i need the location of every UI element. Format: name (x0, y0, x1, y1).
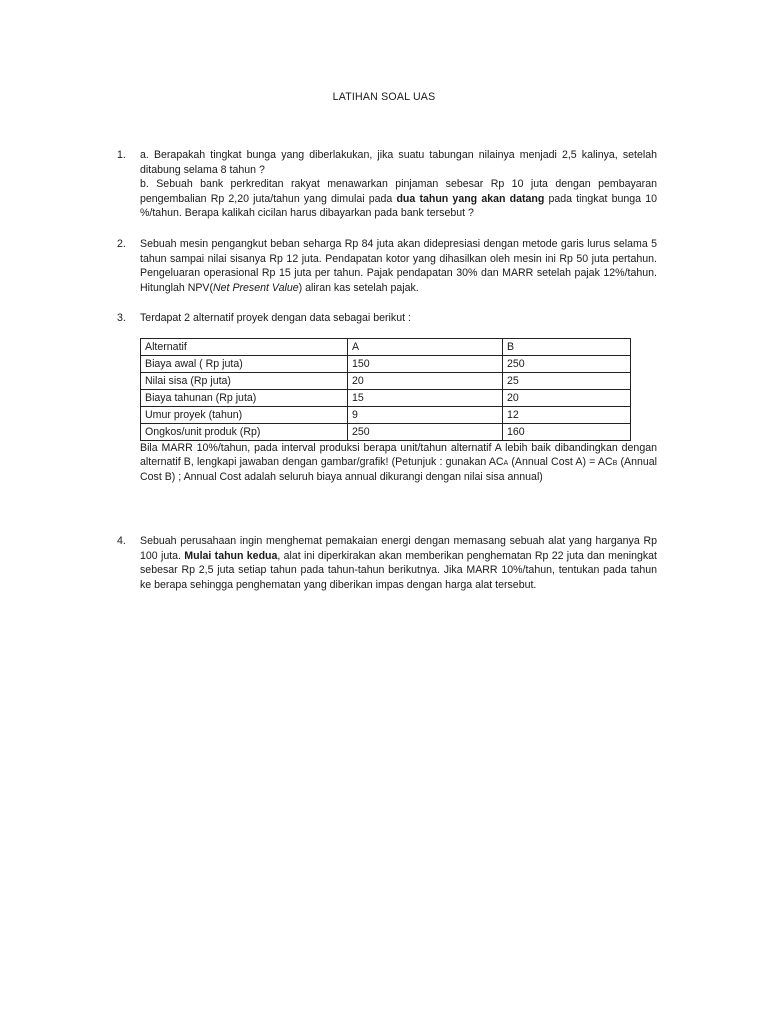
question-4 (117, 534, 657, 592)
table-cell: 15 (348, 389, 503, 406)
question-1b-text (140, 177, 657, 221)
table-cell: 150 (348, 355, 503, 372)
question-4-text (140, 534, 657, 592)
question-3-text-part2: (Annual Cost A) = AC (508, 456, 613, 468)
table-header-row (141, 338, 631, 355)
table-cell: 12 (503, 406, 631, 423)
table-header-cell: B (503, 338, 631, 355)
question-number: 1. (117, 149, 126, 161)
question-4-pre: Sebuah perusahaan ingin menghemat pemakaian energi dengan memasang sebuah alat yang harganya Rp 100 juta. (140, 535, 657, 562)
table-row (141, 355, 631, 372)
table-cell: 20 (503, 389, 631, 406)
question-number: 3. (117, 312, 126, 324)
question-3-text-part3: (Annual Cost B) ; Annual Cost adalah seluruh biaya annual dikurangi dengan nilai sisa annual) (140, 456, 657, 483)
question-1b-pre: b. Sebuah bank perkreditan rakyat menawarkan pinjaman sebesar Rp 10 juta dengan pembayaran pengembalian Rp 2,20 juta/tahun yang dimulai pada (140, 178, 657, 205)
table-cell: 160 (503, 423, 631, 440)
alternatives-table (140, 338, 631, 441)
question-number: 2. (117, 238, 126, 250)
question-2-italic: Net Present Value (213, 281, 299, 294)
table-cell: 9 (348, 406, 503, 423)
question-3-text-part1: Bila MARR 10%/tahun, pada interval produksi berapa unit/tahun alternatif A lebih baik dibandingkan dengan alternatif B, lengkapi jawaban dengan gambar/grafik! (Petunjuk : gunakan AC (140, 441, 657, 468)
subscript-a: A (503, 460, 509, 467)
question-number: 4. (117, 535, 126, 547)
table-cell: Nilai sisa (Rp juta) (141, 372, 348, 389)
table-cell: 20 (348, 372, 503, 389)
table-cell: Biaya tahunan (Rp juta) (141, 389, 348, 406)
table-cell: 250 (503, 355, 631, 372)
table-row (141, 389, 631, 406)
table-cell: Umur proyek (tahun) (141, 406, 348, 423)
table-header-cell: A (348, 338, 503, 355)
question-1b-post: pada tingkat bunga 10 %/tahun. Berapa kalikah cicilan harus dibayarkan pada bank tersebut ? (140, 192, 657, 219)
table-row (141, 423, 631, 440)
question-4-emphasis: Mulai tahun kedua (184, 549, 278, 562)
page-title: LATIHAN SOAL UAS (332, 91, 436, 103)
table-row (141, 406, 631, 423)
question-2-pre: Sebuah mesin pengangkut beban seharga Rp 84 juta akan didepresiasi dengan metode garis lurus selama 5 tahun sampai nilai sisanya Rp 12 juta. Pendapatan kotor yang dihasilkan oleh mesin ini Rp 50 juta pertahun. Pengeluaran operasional Rp 15 juta per tahun. Pajak pendapatan 30% dan MARR setelah pajak 12%/tahun. Hitunglah NPV( (140, 238, 657, 294)
table-cell: 250 (348, 423, 503, 440)
question-2-text (140, 237, 657, 295)
question-2-post: ) aliran kas setelah pajak. (298, 281, 419, 294)
subscript-b: B (612, 460, 618, 467)
question-4-post: , alat ini diperkirakan akan memberikan penghematan Rp 22 juta dan meningkat sebesar Rp 2,5 juta setiap tahun pada tahun-tahun berikutnya. Jika MARR 10%/tahun, tentukan pada tahun ke berapa sehingga penghematan yang diberikan impas dengan harga alat tersebut. (140, 549, 657, 591)
question-3 (117, 311, 657, 484)
table-cell: Ongkos/unit produk (Rp) (141, 423, 348, 440)
table-header-cell: Alternatif (141, 338, 348, 355)
question-1a-text: a. Berapakah tingkat bunga yang diberlakukan, jika suatu tabungan nilainya menjadi 2,5 kalinya, setelah ditabung selama 8 tahun ? (140, 149, 657, 176)
table-row (141, 372, 631, 389)
table-cell: 25 (503, 372, 631, 389)
table-cell: Biaya awal ( Rp juta) (141, 355, 348, 372)
question-3-intro: Terdapat 2 alternatif proyek dengan data sebagai berikut : (140, 312, 411, 324)
question-1 (117, 148, 657, 221)
question-1b-emphasis: dua tahun yang akan datang (396, 192, 545, 205)
question-3-text (140, 441, 657, 485)
question-2 (117, 237, 657, 295)
